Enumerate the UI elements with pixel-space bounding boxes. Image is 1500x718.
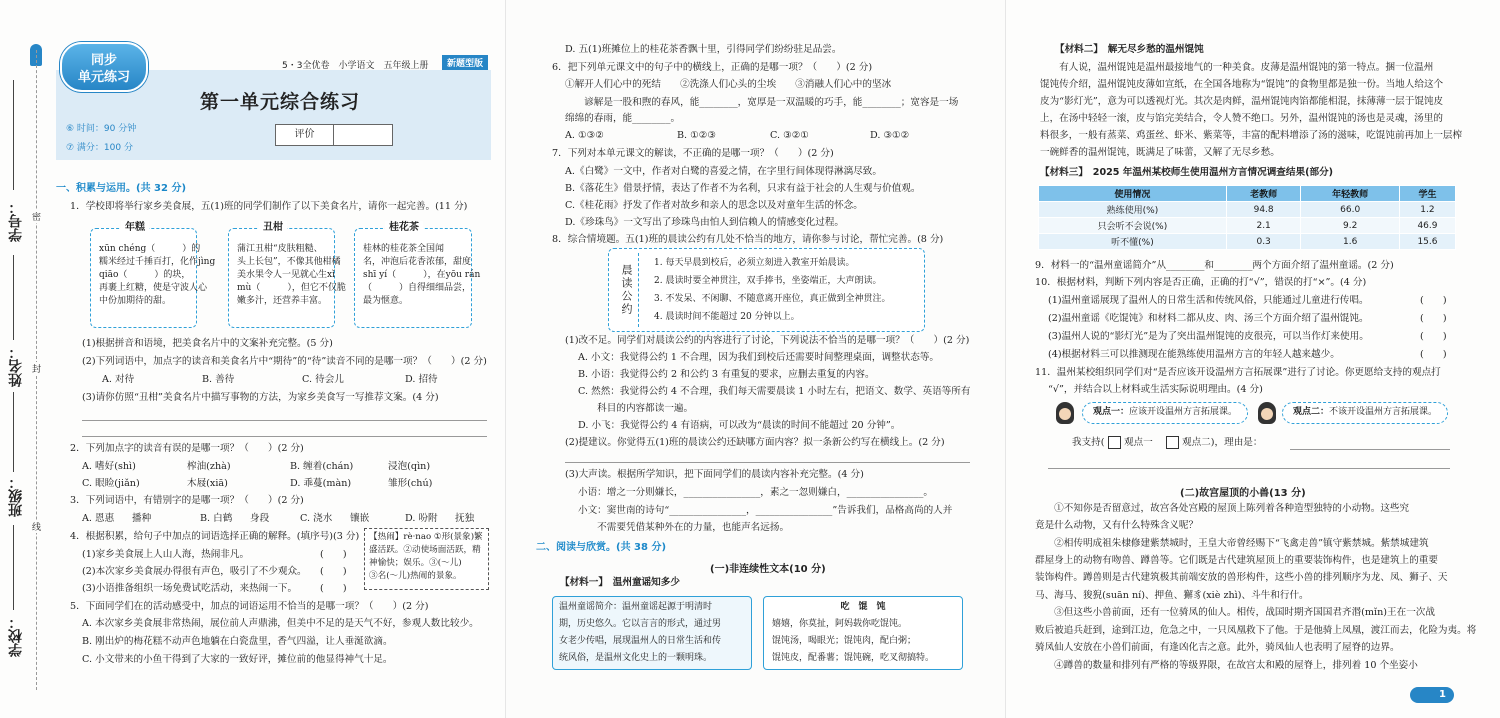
q7-option-c[interactable]: C.《桂花雨》抒发了作者对故乡和亲人的思念以及对童年生活的怀念。 (565, 200, 863, 211)
card-line: xūn chéng（ ）的 (99, 244, 201, 254)
rule-2: 2. 晨读时要全神贯注，双手捧书，坐姿端正，大声朗读。 (654, 276, 882, 286)
id-blank (13, 80, 14, 190)
rhyme-line: 馄饨汤，喝眼光；馄饨肉，配白粥； (772, 636, 917, 646)
table-cell: 熟练使用(%) (1039, 202, 1227, 218)
q1-3: (3)请你仿照“丑柑”美食名片中描写事物的方法，为家乡美食写一写推荐文案。(4 分) (82, 392, 439, 403)
card-line: 最为惬意。 (363, 296, 409, 306)
material-2-line: 有人说，温州馄饨是温州最接地气的一种美食。皮薄是温州馄饨的第一特点。捆一位温州 (1040, 62, 1434, 73)
q8-1-option-c[interactable]: C. 然然：我觉得公约 4 不合理，我们每天需要晨读 1 小时左右，把语文、数学、英语等所有 (578, 386, 971, 397)
passage-line: 装饰构件。蹲兽则是古代建筑极其前端安放的兽形构件，这些小兽的排列顺序为龙、凤、狮子、天 (1035, 572, 1448, 583)
fold-mark-1: 密 (32, 210, 41, 223)
answer-line[interactable] (82, 420, 487, 421)
unit-badge (60, 42, 148, 92)
q2-opt-d2: 雏形(chú) (388, 478, 433, 489)
card-line: 再裹上红糖，使是守波人心 (99, 283, 208, 293)
reason-line[interactable] (1048, 468, 1450, 469)
card-line: 名，冲泡后花香浓郁，甜度 (363, 257, 472, 267)
q6-stem: 6．把下列单元课文中的句子中的横线上，正确的是哪一项？（ ）(2 分) (552, 62, 873, 73)
material-1-title: 【材料一】 温州童谣知多少 (560, 577, 680, 588)
table-row (1039, 202, 1456, 218)
nursery-rhyme-box (763, 596, 963, 670)
student-id-label: 学号： (8, 200, 24, 242)
part-1-title: (一)非连续性文本(10 分) (710, 564, 826, 575)
viewpoint-2-bubble (1282, 402, 1448, 424)
card-line: mù（ ），但它不仅脆 (237, 283, 346, 293)
table-cell: 0.3 (1226, 234, 1301, 250)
q10-answer-2[interactable]: ( ) (1420, 313, 1447, 324)
table-header: 年轻教师 (1301, 186, 1400, 202)
table-cell: 94.8 (1226, 202, 1301, 218)
support-prefix: 我支持( (1072, 437, 1105, 448)
q1-2-option-b[interactable]: B. 善待 (202, 374, 235, 385)
q10-stem: 10．根据材料，判断下列内容是否正确，正确的打“√”，错误的打“×”。(4 分) (1035, 277, 1367, 288)
def-line: 盛活跃。②动使场面活跃，精 (369, 545, 481, 555)
q2-opt-b2: 浸泡(qìn) (388, 461, 431, 472)
support-option-2: 观点二)，理由是： (1182, 437, 1263, 448)
q7-option-d[interactable]: D.《珍珠鸟》一文写出了珍珠鸟由怕人到信赖人的情感变化过程。 (565, 217, 845, 228)
q6-text-1: 谚解是一股和煦的春风，能________，宽厚是一双温暖的巧手，能________；宽容是一场 (565, 97, 959, 108)
q6-text-2: 绵绵的春雨，能________。 (565, 113, 681, 124)
passage-line: 群屋身上的动物有吻兽、蹲兽等。它们既是古代建筑屋顶上的重要装饰构件，也是建筑上的重要 (1035, 555, 1438, 566)
q2-opt-c2: 木屐(xiā) (187, 478, 228, 489)
book-meta: 5・3全优卷 小学语文 五年级上册 (282, 61, 429, 71)
q4-stem: 4．根据积累，给句子中加点的词语选择正确的解释。(填序号)(3 分) (70, 531, 360, 542)
q1-stem: 1．学校即将举行家乡美食展，五(1)班的同学们制作了以下美食名片，请你一起完善。(11 分) (70, 201, 468, 212)
q11-stem-1: 11．温州某校组织同学们对“是否应该开设温州方言拓展课”进行了讨论。你更愿给支持的观点打 (1035, 367, 1441, 378)
viewpoint-1-bubble (1082, 402, 1248, 424)
q3-opt-a1[interactable]: A. 恩惠 (82, 513, 115, 524)
q6-option-c[interactable]: C. ③②① (770, 130, 809, 141)
table-cell: 66.0 (1301, 202, 1400, 218)
morning-reading-rules (608, 248, 925, 332)
q8-stem: 8．综合情境题。五(1)班的晨读公约有几处不恰当的地方，请你参与讨论，帮忙完善。(8 分) (552, 234, 944, 245)
q10-item-1: (1)温州童谣展现了温州人的日常生活和传统风俗，只能通过儿童进行传唱。 (1048, 295, 1369, 306)
student-avatar-icon (1258, 402, 1276, 424)
q2-opt-d1[interactable]: D. 乖蔓(màn) (290, 478, 352, 489)
passage-line: 竟是什么动物，又有什么特殊含义呢？ (1035, 520, 1199, 531)
material-2-line: 料很多，一般有蒸菜、鸡蛋丝、虾米、紫菜等，丰富的配料增添了汤的滋味，吃馄饨前再加上一层榨 (1040, 130, 1463, 141)
q2-opt-c1[interactable]: C. 眼睑(jiǎn) (82, 478, 140, 489)
material-1-intro-box (552, 596, 752, 670)
q4-answer-3[interactable]: ( ) (320, 583, 347, 594)
reason-line[interactable] (1290, 449, 1450, 450)
q8-1-option-d[interactable]: D. 小飞：我觉得公约 4 有语病，可以改为“晨读的时间不能超过 20 分钟”。 (578, 420, 901, 431)
q8-3-line-3: 不需要凭借某种外在的力量，也能声名远扬。 (578, 522, 790, 533)
food-card-guihua-tea (354, 222, 481, 328)
q5-option-d[interactable]: D. 五(1)班摊位上的桂花茶香飘十里，引得同学们纷纷驻足品尝。 (565, 44, 842, 55)
part-2-title: (二)故宫屋顶的小兽(13 分) (1180, 488, 1306, 499)
def-line: ③名(～儿)热闹的景象。 (369, 571, 462, 581)
viewpoint-2-text: 不该开设温州方言拓展课。 (1329, 407, 1438, 417)
q7-option-a[interactable]: A.《白鹭》一文中，作者对白鹭的喜爱之情，在字里行间体现得淋漓尽致。 (565, 166, 882, 177)
q2-opt-a1[interactable]: A. 嗜好(shì) (82, 461, 136, 472)
table-row (1039, 218, 1456, 234)
score-info: ⑦ 满分：100 分 (66, 143, 133, 153)
rule-1: 1. 每天早晨到校后，必须立刻进入教室开始晨读。 (654, 258, 855, 268)
q1-2: (2)下列词语中，加点字的读音和美食名片中“期待”的“待”读音不同的是哪一项？（ ）(2 分) (82, 356, 487, 367)
table-cell: 2.1 (1226, 218, 1301, 234)
passage-line: ④蹲兽的数量和排列有严格的等级界限，在故宫太和殿的屋脊上，排列着 10 个坐姿小 (1035, 660, 1418, 671)
q3-opt-d2: 抚独 (455, 513, 475, 524)
q10-answer-4[interactable]: ( ) (1420, 349, 1447, 360)
section-2-title: 二、阅读与欣赏。(共 38 分) (536, 542, 667, 553)
q1-1: (1)根据拼音和语境，把美食名片中的文案补充完整。(5 分) (82, 338, 333, 349)
passage-line: ②相传明成祖朱棣修建紫禁城时，王皇大帝曾经赐下“飞禽走兽”镇守紫禁城。紫禁城建筑 (1035, 538, 1429, 549)
rule-4: 4. 晨读时间不能超过 20 分钟以上。 (654, 312, 800, 322)
q9-stem[interactable]: 9．材料一的“温州童谣简介”从________和________两个方面介绍了温州童谣。(2 分) (1035, 260, 1394, 271)
food-card-chougan (228, 222, 346, 328)
q8-1-option-b[interactable]: B. 小语：我觉得公约 2 和公约 3 有重复的要求，应删去重复的内容。 (578, 369, 875, 380)
card-title: 桂花茶 (385, 221, 423, 234)
rule-3: 3. 不发呆、不闲聊、不随意离开座位，真正做到全神贯注。 (654, 294, 891, 304)
material-2-line: 馄饨传介绍，温州馄饨皮薄如宣纸，在全国各地称为“馄饨”的食物里都是独一份。当地人给这个 (1040, 79, 1444, 90)
intro-line: 统风俗，是温州文化史上的一颗明珠。 (559, 653, 713, 663)
support-option-1: 观点一 (1124, 437, 1153, 448)
table-cell: 46.9 (1399, 218, 1455, 234)
q6-option-d[interactable]: D. ③①② (870, 130, 910, 141)
table-cell: 1.6 (1301, 234, 1400, 250)
q8-2-stem: (2)提建议。你觉得五(1)班的晨读公约还缺哪方面内容？拟一条新公约写在横线上。(2 分) (565, 437, 945, 448)
q2-stem: 2．下列加点字的读音有误的是哪一项？（ ）(2 分) (70, 443, 304, 454)
section-1-title: 一、积累与运用。(共 32 分) (56, 183, 187, 194)
binding-strip (0, 0, 48, 718)
q3-opt-a2: 播种 (132, 513, 152, 524)
q1-2-option-c[interactable]: C. 待会儿 (302, 374, 344, 385)
q11-stem-2: “√”，并结合以上材料或生活实际说明理由。(4 分) (1048, 384, 1263, 395)
q8-3-line-2[interactable]: 小文：窦世南的诗句“________________，________________”告诉我们，品格高尚的人并 (578, 505, 953, 516)
card-line: 嫩多汁，还营养丰富。 (237, 296, 328, 306)
badge-line-2: 单元练习 (77, 70, 130, 85)
table-row (1039, 234, 1456, 250)
answer-line[interactable] (82, 436, 487, 437)
q3-opt-b1[interactable]: B. 白鹤 (200, 513, 233, 524)
q3-opt-d1[interactable]: D. 吩附 (405, 513, 438, 524)
time-info: ⑥ 时间：90 分钟 (66, 124, 137, 134)
q4-item-2: (2)本次家乡美食展办得很有声色，吸引了不少观众。 (82, 566, 307, 577)
q4-item-3: (3)小语推备组织一场免费试吃活动，来热闹一下。 (82, 583, 298, 594)
dialect-survey-table (1038, 185, 1456, 250)
page-left (0, 0, 505, 718)
q5-option-b[interactable]: B. 刚出炉的梅花糕不动声色地躺在白瓷盘里，香气四溢，让人垂涎欲滴。 (82, 636, 393, 647)
viewpoint-1-checkbox[interactable] (1108, 436, 1121, 449)
q2-opt-a2: 榨油(zhà) (187, 461, 231, 472)
intro-line: 女老少传唱，展现温州人的日常生活和传 (559, 636, 722, 646)
card-line: 中份加期待的甜。 (99, 296, 172, 306)
q6-choices: ①解开人们心中的死结 ②洗涤人们心头的尘埃 ③消融人们心中的坚冰 (565, 79, 892, 90)
definition-box (364, 528, 489, 590)
q5-option-c[interactable]: C. 小文带来的小鱼干得到了大家的一致好评，摊位前的他显得神气十足。 (82, 654, 393, 665)
q4-item-1: (1)家乡美食展上人山人海，热闹非凡。 (82, 549, 250, 560)
class-label: 班级： (8, 475, 24, 517)
q6-option-b[interactable]: B. ①②③ (677, 130, 716, 141)
evaluation-box[interactable] (275, 124, 393, 146)
fold-mark-3: 线 (32, 520, 41, 533)
name-label: 姓名： (8, 345, 24, 387)
viewpoint-2-label: 观点二： (1293, 407, 1330, 417)
viewpoint-1-text: 应该开设温州方言拓展课。 (1129, 407, 1238, 417)
q5-option-a[interactable]: A. 本次家乡美食展非常热闹，展位前人声鼎沸，但美中不足的是天气不好，参观人数比较少。 (82, 618, 479, 629)
viewpoint-2-checkbox[interactable] (1166, 436, 1179, 449)
name-blank (13, 255, 14, 340)
material-3-title: 【材料三】 2025 年温州某校师生使用温州方言情况调查结果(部分) (1040, 167, 1334, 178)
table-header: 老教师 (1226, 186, 1301, 202)
rhyme-line: 嬉嬉，你莫扯，阿妈载你吃馄饨。 (772, 619, 908, 629)
rhyme-title: 吃 馄 饨 (840, 602, 886, 612)
table-cell: 9.2 (1301, 218, 1400, 234)
table-header: 学生 (1399, 186, 1455, 202)
card-line: shī yí（ ），在yōu rán (363, 270, 481, 280)
badge-line-1: 同步 (90, 53, 117, 68)
food-card-niangao (90, 222, 216, 328)
card-line: 糯米经过千捶百打，化作jìng (99, 257, 216, 267)
card-title: 丑柑 (259, 221, 287, 234)
table-cell: 只会听不会说(%) (1039, 218, 1227, 234)
evaluation-label: 评价 (276, 125, 334, 145)
q1-2-option-d[interactable]: D. 招待 (405, 374, 438, 385)
fold-mark-2: 封 (32, 362, 41, 375)
material-2-line: 一碗鲜香的温州馄饨，既满足了味蕾，又解了无尽乡愁。 (1040, 147, 1280, 158)
rules-side-title: 晨读公约 (615, 253, 639, 327)
q3-opt-c1[interactable]: C. 浇水 (300, 513, 333, 524)
rhyme-line: 馄饨皮，配番薯；馄饨碗，吃叉彻搞特。 (772, 653, 935, 663)
viewpoint-1-label: 观点一： (1093, 407, 1130, 417)
school-blank (13, 525, 14, 610)
q7-stem: 7．下列对本单元课文的解读，不正确的是哪一项？（ ）(2 分) (552, 148, 834, 159)
q2-opt-b1[interactable]: B. 缠着(chán) (290, 461, 354, 472)
card-line: （ ）自得细细品尝， (363, 283, 472, 293)
q1-2-option-a[interactable]: A. 对待 (102, 374, 135, 385)
q10-answer-1[interactable]: ( ) (1420, 295, 1447, 306)
page-title: 第一单元综合练习 (200, 91, 361, 113)
def-line: 【热闹】rè·nao ①形(景象)繁 (369, 532, 483, 542)
q8-3-stem: (3)大声读。根据所学知识，把下面同学们的晨读内容补充完整。(4 分) (565, 469, 864, 480)
q8-1-stem: (1)改不足。同学们对晨读公约的内容进行了讨论，下列说法不恰当的是哪一项？（ ）(2 分) (565, 335, 970, 346)
card-line: 头上长包”，不像其他柑橘 (237, 257, 341, 267)
table-cell: 1.2 (1399, 202, 1455, 218)
q10-item-3: (3)温州人说的“影灯光”是为了突出温州馄饨的皮很亮，可以当作灯来使用。 (1048, 331, 1369, 342)
passage-line: 马、海马、狻猊(suān ní)、押鱼、獬豸(xiè zhì)、斗牛和行什。 (1035, 590, 1309, 601)
card-line: 桂林的桂花茶全国闻 (363, 244, 445, 254)
q3-stem: 3．下列词语中，有错别字的是哪一项？（ ）(2 分) (70, 495, 304, 506)
new-edition-badge: 新题型版 (442, 55, 488, 70)
q5-stem: 5．下面同学们在的活动感受中，加点的词语运用不恰当的是哪一项？（ ）(2 分) (70, 601, 429, 612)
intro-line: 温州童谣简介：温州童谣起源于明清时 (559, 602, 713, 612)
q4-answer-2[interactable]: ( ) (320, 566, 347, 577)
q8-3-line-1[interactable]: 小语：增之一分则嫌长，________________，素之一忽则嫌白，________________。 (578, 487, 933, 498)
q8-1-option-a[interactable]: A. 小文：我觉得公约 1 不合理，因为我们到校后还需要时间整理桌面，调整状态等。 (578, 352, 940, 363)
q3-opt-b2: 身段 (250, 513, 270, 524)
passage-line: ①不知你是否留意过，故宫各处宫殿的屋顶上陈列着各种造型独特的小动物。这些究 (1035, 503, 1410, 514)
material-2-line: 上，在汤中轻轻一滚，皮与馅完美结合，令人赞不绝口。另外，温州馄饨的汤也是灵魂，汤里的 (1040, 113, 1443, 124)
q4-answer-1[interactable]: ( ) (320, 549, 347, 560)
card-title: 年糕 (121, 221, 149, 234)
q6-option-a[interactable]: A. ①③② (565, 130, 604, 141)
material-2-line: 皮为“影灯光”，意为可以透视灯光。其次是肉鲜，温州馄饨肉馅都能相混，抹薄薄一层于馄饨皮 (1040, 96, 1444, 107)
page-number: 1 (1410, 687, 1454, 703)
passage-line: ③但这些小兽前面，还有一位骑凤的仙人。相传，战国时期齐国国君齐湣(mǐn)王在一次战 (1035, 607, 1435, 618)
q7-option-b[interactable]: B.《落花生》借景抒情，表达了作者不为名利，只求有益于社会的人生观与价值观。 (565, 183, 921, 194)
q8-1-option-c-cont: 科目的内容都读一遍。 (578, 403, 694, 414)
q10-item-4: (4)根据材料三可以推测现在能熟练使用温州方言的年轻人越来越少。 (1048, 349, 1340, 360)
card-line: qiāo（ ）的块， (99, 270, 191, 280)
answer-line[interactable] (565, 462, 970, 463)
def-line: 神愉快；娱乐。③(～儿) (369, 558, 462, 568)
student-avatar-icon (1056, 402, 1074, 424)
passage-line: 败后被追兵赶到，途到江边，危急之中，一只凤凰救下了他。于是他骑上凤凰，渡江而去，化险为夷。将 (1035, 625, 1477, 636)
passage-line: 骑凤仙人安放在小兽们前面，有逢凶化吉之意。此外，骑凤仙人也表明了屋脊的边界。 (1035, 642, 1400, 653)
table-cell: 15.6 (1399, 234, 1455, 250)
intro-line: 期，历史悠久。它以言言的形式，通过男 (559, 619, 722, 629)
q3-opt-c2: 镶嵌 (350, 513, 370, 524)
table-header: 使用情况 (1039, 186, 1227, 202)
class-blank (13, 392, 14, 472)
material-2-title: 【材料二】 解无尽乡愁的温州馄饨 (1055, 44, 1204, 55)
card-line: 蒲江丑柑“皮肤粗糙、 (237, 244, 323, 254)
table-cell: 听不懂(%) (1039, 234, 1227, 250)
school-label: 学校： (8, 615, 24, 657)
q10-answer-3[interactable]: ( ) (1420, 331, 1447, 342)
q10-item-2: (2)温州童谣《吃馄饨》和材料二都从皮、肉、汤三个方面介绍了温州馄饨。 (1048, 313, 1369, 324)
card-line: 美水果令人一见就心生xǐ (237, 270, 335, 280)
